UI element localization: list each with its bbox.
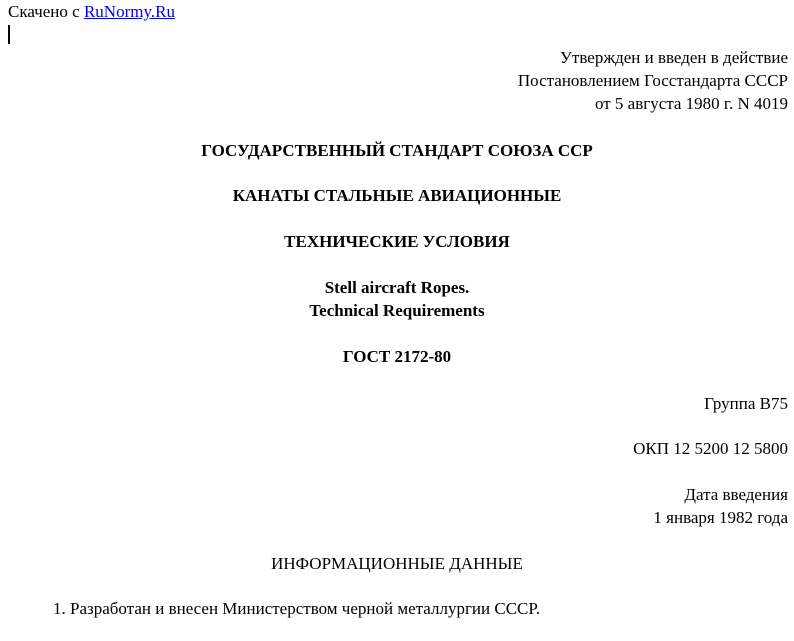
english-title-line-1: Stell aircraft Ropes. xyxy=(324,278,470,297)
source-line xyxy=(8,2,175,22)
approval-line-3: от 5 августа 1980 г. N 4019 xyxy=(594,94,788,113)
document-subtitle: ТЕХНИЧЕСКИЕ УСЛОВИЯ xyxy=(284,232,510,251)
source-link[interactable]: RuNormy.Ru xyxy=(83,2,175,21)
english-title-line-2: Technical Requirements xyxy=(309,301,485,320)
approval-line-1: Утвержден и введен в действие xyxy=(559,48,788,67)
source-prefix: Скачено с xyxy=(8,2,84,21)
info-item-1: 1. Разработан и внесен Министерством черной металлургии СССР. xyxy=(53,599,540,618)
text-cursor xyxy=(8,25,10,44)
gost-number: ГОСТ 2172-80 xyxy=(342,347,452,366)
intro-date-label: Дата введения xyxy=(684,485,788,504)
group-code: Группа В75 xyxy=(704,394,788,413)
standard-heading: ГОСУДАРСТВЕННЫЙ СТАНДАРТ СОЮЗА ССР xyxy=(201,141,593,160)
okp-code: ОКП 12 5200 12 5800 xyxy=(633,439,788,458)
document-title: КАНАТЫ СТАЛЬНЫЕ АВИАЦИОННЫЕ xyxy=(232,186,562,205)
intro-date-value: 1 января 1982 года xyxy=(653,508,788,527)
info-heading: ИНФОРМАЦИОННЫЕ ДАННЫЕ xyxy=(271,554,523,573)
approval-line-2: Постановлением Госстандарта СССР xyxy=(517,71,788,90)
